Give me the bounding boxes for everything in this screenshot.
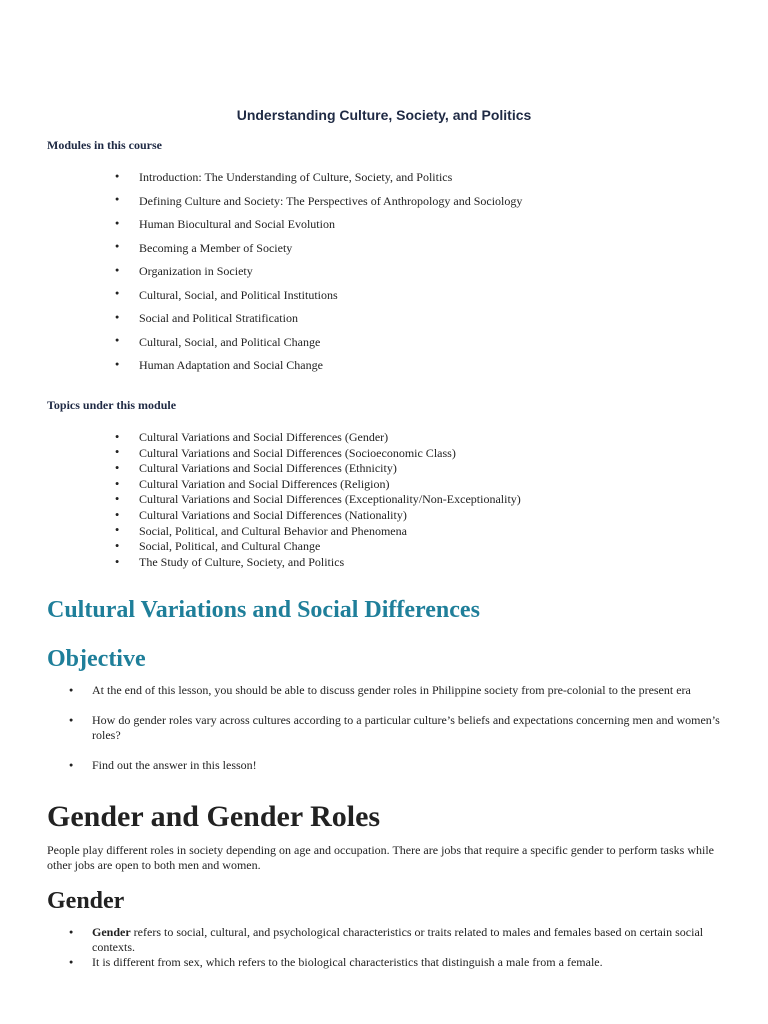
- topics-list: [0, 430, 521, 570]
- objectives-list: [0, 683, 720, 773]
- modules-label: Modules in this course: [47, 138, 163, 152]
- list-item: [0, 955, 720, 970]
- gender-bullets: [0, 925, 720, 970]
- list-item: ● Cultural, Social, and Political Change: [0, 331, 522, 355]
- gender-heading: Gender: [47, 888, 125, 914]
- list-item: ● Social, Political, and Cultural Change: [0, 539, 521, 555]
- list-item: ● Human Biocultural and Social Evolution: [0, 213, 522, 237]
- objective-heading: Objective: [47, 646, 146, 672]
- sex-definition: It is different from sex, which refers to the biological characteristics that distinguish a male from a female.: [92, 955, 603, 969]
- section-heading: Cultural Variations and Social Differences: [47, 597, 480, 623]
- list-item: ● The Study of Culture, Society, and Politics: [0, 555, 521, 571]
- list-item: ● Cultural Variation and Social Differences (Religion): [0, 477, 521, 493]
- gender-roles-paragraph: People play different roles in society depending on age and occupation. There are jobs that require a specific gender to perform tasks while other jobs are open to both men and women.: [47, 843, 714, 872]
- list-item: ● How do gender roles vary across cultures according to a particular culture’s beliefs and expectations concerning men and women’s roles?: [0, 713, 720, 743]
- list-item: ● Cultural Variations and Social Differences (Ethnicity): [0, 461, 521, 477]
- document-title: Understanding Culture, Society, and Politics: [236, 107, 532, 123]
- list-item: ● Cultural Variations and Social Differences (Exceptionality/Non-Exceptionality): [0, 492, 521, 508]
- list-item: ● Cultural Variations and Social Differences (Socioeconomic Class): [0, 446, 521, 462]
- list-item: ● Defining Culture and Society: The Perspectives of Anthropology and Sociology: [0, 190, 522, 214]
- list-item: ● Introduction: The Understanding of Culture, Society, and Politics: [0, 166, 522, 190]
- list-item: ● Social, Political, and Cultural Behavior and Phenomena: [0, 524, 521, 540]
- list-item: ● Cultural, Social, and Political Institutions: [0, 284, 522, 308]
- list-item: ● Cultural Variations and Social Differences (Nationality): [0, 508, 521, 524]
- gender-definition: refers to social, cultural, and psychological characteristics or traits related to males and females based on certain social contexts.: [92, 925, 704, 954]
- gender-roles-heading: Gender and Gender Roles: [47, 800, 381, 833]
- list-item: ● Find out the answer in this lesson!: [0, 758, 720, 773]
- list-item: ● Becoming a Member of Society: [0, 237, 522, 261]
- list-item: ● Cultural Variations and Social Differences (Gender): [0, 430, 521, 446]
- gender-term: Gender: [92, 925, 131, 939]
- list-item: ● Human Adaptation and Social Change: [0, 354, 522, 378]
- list-item: [0, 925, 720, 955]
- list-item: ● At the end of this lesson, you should be able to discuss gender roles in Philippine society from pre-colonial to the present era: [0, 683, 720, 698]
- topics-label: Topics under this module: [47, 398, 177, 412]
- list-item: ● Organization in Society: [0, 260, 522, 284]
- list-item: ● Social and Political Stratification: [0, 307, 522, 331]
- modules-list: [0, 166, 522, 378]
